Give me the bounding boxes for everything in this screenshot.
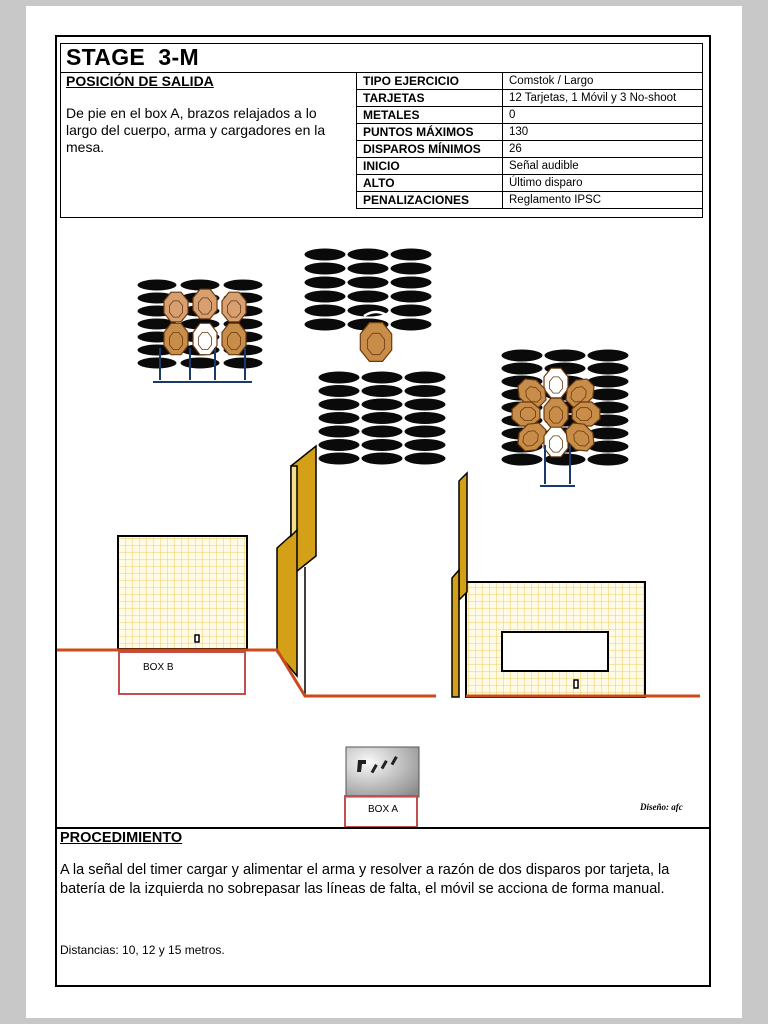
box-b-label: BOX B <box>143 662 174 673</box>
info-key: TIPO EJERCICIO <box>357 73 503 90</box>
box-a-label: BOX A <box>368 804 399 815</box>
tire <box>361 385 403 398</box>
info-key: TARJETAS <box>357 90 503 107</box>
tire <box>501 453 543 466</box>
tire <box>318 398 360 411</box>
tire <box>137 279 177 291</box>
tire <box>404 371 446 384</box>
info-value: 0 <box>503 107 703 124</box>
tire <box>304 304 346 317</box>
procedure-text: A la señal del timer cargar y alimentar el arma y resolver a razón de dos disparos por tarjeta, la batería de la izquierda no sobrepasar las líneas de falta, el móvil se acciona de forma manual. <box>60 862 670 897</box>
tire <box>390 262 432 275</box>
tire <box>318 425 360 438</box>
start-position-text: De pie en el box A, brazos relajados a lo largo del cuerpo, arma y cargadores en la mesa. <box>66 105 326 155</box>
tire <box>404 425 446 438</box>
tire <box>318 371 360 384</box>
tire <box>404 439 446 452</box>
tire <box>304 248 346 261</box>
info-key: PUNTOS MÁXIMOS <box>357 124 503 141</box>
tire <box>404 452 446 465</box>
info-row <box>357 141 703 158</box>
right-panel-window <box>502 632 608 671</box>
info-row <box>357 124 703 141</box>
info-value: Señal audible <box>503 158 703 175</box>
tire <box>587 453 629 466</box>
tire <box>318 412 360 425</box>
procedure-title: PROCEDIMIENTO <box>60 830 183 846</box>
info-key: DISPAROS MÍNIMOS <box>357 141 503 158</box>
info-row <box>357 90 703 107</box>
tire <box>318 385 360 398</box>
tire <box>501 362 543 375</box>
stage-title: STAGE 3-M <box>66 44 199 70</box>
design-credit: Diseño: afc <box>640 802 683 812</box>
tire <box>347 262 389 275</box>
tire <box>361 425 403 438</box>
tire <box>361 452 403 465</box>
tire <box>361 371 403 384</box>
info-row <box>357 175 703 192</box>
tire <box>361 398 403 411</box>
tire <box>318 452 360 465</box>
stage-diagram <box>57 218 709 828</box>
tire <box>544 349 586 362</box>
tire <box>223 279 263 291</box>
info-key: ALTO <box>357 175 503 192</box>
distances-text: Distancias: 10, 12 y 15 metros. <box>60 943 225 957</box>
tire <box>390 318 432 331</box>
info-row <box>357 158 703 175</box>
box-b <box>119 652 245 694</box>
gun-table <box>346 747 419 797</box>
info-value: 12 Tarjetas, 1 Móvil y 3 No-shoot <box>503 90 703 107</box>
tire <box>347 276 389 289</box>
tire <box>304 290 346 303</box>
tire <box>347 290 389 303</box>
tire <box>390 248 432 261</box>
tire <box>361 412 403 425</box>
left-panel-marker <box>195 635 199 642</box>
tire <box>587 362 629 375</box>
info-key: PENALIZACIONES <box>357 192 503 209</box>
info-row <box>357 73 703 90</box>
info-value: Comstok / Largo <box>503 73 703 90</box>
left-panel <box>118 536 247 649</box>
info-value: Último disparo <box>503 175 703 192</box>
info-key: METALES <box>357 107 503 124</box>
tire <box>390 276 432 289</box>
info-value: Reglamento IPSC <box>503 192 703 209</box>
tire <box>304 318 346 331</box>
tire <box>137 357 177 369</box>
info-key: INICIO <box>357 158 503 175</box>
info-value: 26 <box>503 141 703 158</box>
tire <box>404 398 446 411</box>
procedure-divider <box>57 827 709 829</box>
tire <box>318 439 360 452</box>
info-value: 130 <box>503 124 703 141</box>
tire <box>390 304 432 317</box>
tire <box>404 385 446 398</box>
tire <box>587 349 629 362</box>
start-position-title: POSICIÓN DE SALIDA <box>66 73 214 89</box>
barrier-walls <box>277 446 467 697</box>
tire <box>361 439 403 452</box>
tire <box>223 357 263 369</box>
right-panel-marker <box>574 680 578 688</box>
info-row <box>357 192 703 209</box>
stage-info-table <box>356 72 703 209</box>
tire <box>501 349 543 362</box>
info-row <box>357 107 703 124</box>
tire <box>347 248 389 261</box>
moving-target <box>360 323 391 362</box>
tire <box>404 412 446 425</box>
tire <box>304 262 346 275</box>
tire <box>304 276 346 289</box>
tire <box>390 290 432 303</box>
